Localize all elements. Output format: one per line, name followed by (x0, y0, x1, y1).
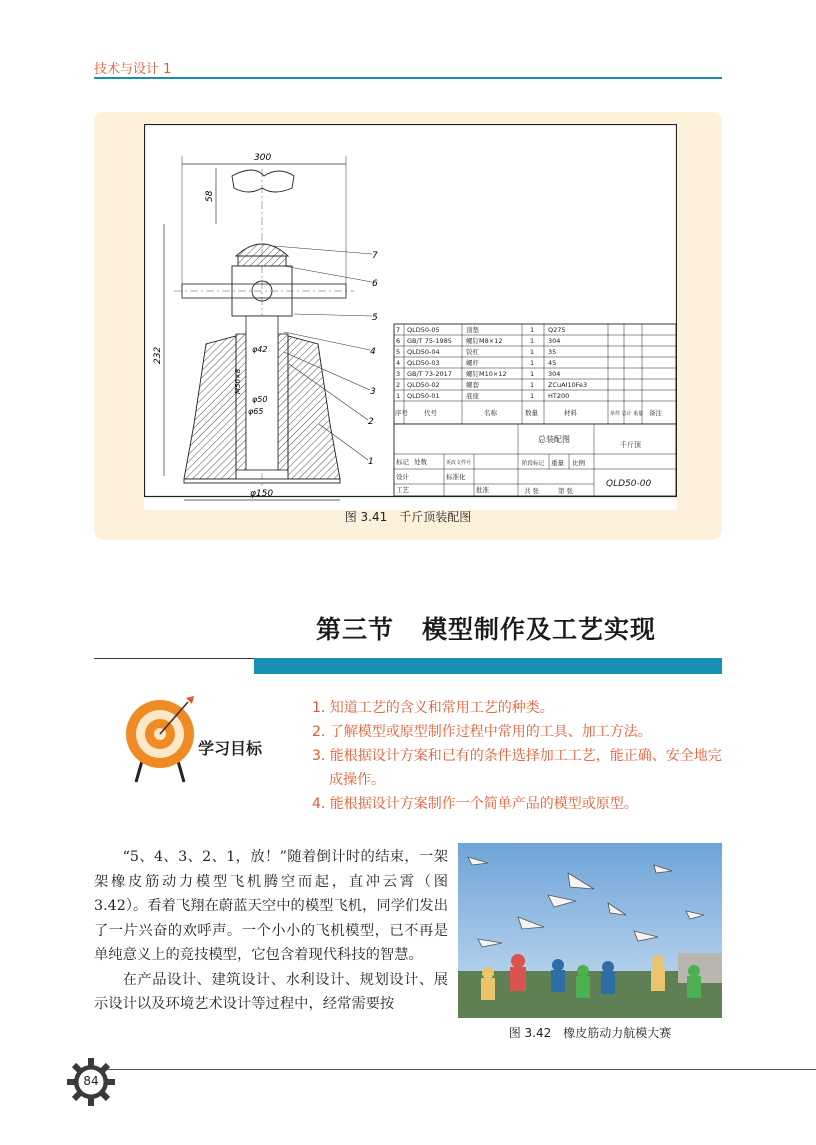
svg-text:重量: 重量 (551, 459, 564, 467)
svg-text:设计: 设计 (396, 473, 409, 481)
figure-number: 图 3.41 (344, 510, 388, 524)
svg-text:顶垫: 顶垫 (466, 326, 479, 334)
dim-232: 232 (153, 346, 163, 364)
svg-text:阶段标记: 阶段标记 (522, 461, 545, 467)
drawing-svg (144, 124, 677, 510)
svg-text:名称: 名称 (484, 409, 497, 417)
svg-text:单件 总计 重量: 单件 总计 重量 (610, 411, 644, 417)
dim-42: φ42 (252, 345, 268, 354)
svg-text:底座: 底座 (466, 392, 479, 400)
svg-text:4: 4 (396, 359, 401, 367)
svg-text:GB/T 75-1985: GB/T 75-1985 (407, 337, 452, 345)
drawing-number: QLD50-00 (606, 479, 652, 489)
svg-text:标准化: 标准化 (446, 473, 466, 481)
callout-7: 7 (372, 251, 378, 261)
photo-svg (458, 843, 722, 1018)
svg-text:标记: 标记 (396, 458, 409, 466)
product-name: 千斤顶 (620, 441, 641, 449)
paragraph: 在产品设计、建筑设计、水利设计、规划设计、展示设计以及环境艺术设计等过程中，经常需要按 (94, 971, 448, 1012)
svg-text:5: 5 (396, 348, 401, 356)
drawing-name: 总装配图 (538, 435, 570, 444)
svg-text:ZCuAl10Fe3: ZCuAl10Fe3 (548, 381, 588, 389)
objectives-label: 学习目标 (198, 739, 263, 758)
svg-text:1: 1 (530, 348, 535, 356)
section-bar (254, 658, 722, 674)
section-number: 第三节 (316, 615, 395, 644)
svg-text:共 张: 共 张 (524, 487, 540, 495)
svg-text:螺杆: 螺杆 (466, 359, 479, 367)
svg-text:304: 304 (548, 370, 561, 378)
footer-rule (100, 1069, 816, 1070)
svg-text:HT200: HT200 (548, 392, 570, 400)
svg-text:7: 7 (396, 326, 401, 334)
svg-text:1: 1 (530, 370, 535, 378)
svg-text:序号: 序号 (395, 409, 408, 417)
objectives-list (312, 696, 732, 816)
page-number: 84 (83, 1074, 99, 1088)
svg-text:QLD50-05: QLD50-05 (407, 326, 440, 334)
svg-text:螺钉M10×12: 螺钉M10×12 (466, 370, 507, 378)
callout-2: 2 (368, 417, 374, 427)
svg-text:螺钉M8×12: 螺钉M8×12 (466, 337, 503, 345)
figure-341-caption (94, 508, 722, 525)
svg-text:铰杠: 铰杠 (466, 348, 479, 356)
svg-text:QLD50-04: QLD50-04 (407, 348, 440, 356)
callout-6: 6 (372, 279, 378, 289)
svg-text:更改文件号: 更改文件号 (446, 460, 472, 466)
dim-58: 58 (205, 190, 215, 202)
dim-300: 300 (254, 153, 272, 163)
section-title (316, 610, 656, 646)
svg-text:1: 1 (530, 392, 535, 400)
dim-150: φ150 (250, 489, 274, 499)
svg-text:QLD50-03: QLD50-03 (407, 359, 440, 367)
body-text (94, 845, 448, 1017)
svg-text:Q275: Q275 (548, 326, 566, 334)
section-heading: 模型制作及工艺实现 (422, 615, 657, 644)
callout-1: 1 (368, 457, 374, 467)
svg-text:6: 6 (396, 337, 401, 345)
running-head: 技术与设计 1 (94, 62, 172, 77)
svg-text:第 张: 第 张 (558, 487, 574, 495)
svg-text:35: 35 (548, 348, 557, 356)
objective-item: 2. 了解模型或原型制作过程中常用的工具、加工方法。 (312, 724, 652, 740)
svg-text:1: 1 (530, 381, 535, 389)
svg-text:45: 45 (548, 359, 557, 367)
objective-item: 3. 能根据设计方案和已有的条件选择加工工艺，能正确、安全地完成操作。 (312, 748, 722, 788)
figure-title: 千斤顶装配图 (399, 510, 472, 524)
svg-text:数量: 数量 (525, 409, 538, 417)
assembly-drawing (144, 124, 677, 510)
svg-text:备注: 备注 (649, 409, 662, 417)
objective-item: 1. 知道工艺的含义和常用工艺的种类。 (312, 700, 554, 716)
aeromodel-photo (458, 843, 722, 1018)
svg-text:材料: 材料 (564, 409, 577, 417)
dim-65: φ65 (248, 407, 264, 416)
figure-panel (94, 112, 722, 540)
svg-text:比例: 比例 (572, 459, 585, 467)
svg-text:QLD50-02: QLD50-02 (407, 381, 440, 389)
paragraph: “5、4、3、2、1，放！”随着倒计时的结束，一架架橡皮筋动力模型飞机腾空而起，直冲云霄（图 3.42）。看着飞翔在蔚蓝天空中的模型飞机，同学们发出了一片兴奋的欢呼声。一个小小的飞机模型，已不再是单纯意义上的竞技模型，它包含着现代科技的智慧。 (94, 849, 448, 963)
svg-text:1: 1 (530, 359, 535, 367)
svg-text:代号: 代号 (424, 409, 437, 417)
svg-text:处数: 处数 (414, 458, 427, 466)
callout-3: 3 (370, 387, 376, 397)
parts-list (394, 324, 676, 424)
svg-text:1: 1 (530, 326, 535, 334)
title-block (394, 424, 676, 496)
svg-text:工艺: 工艺 (396, 486, 409, 494)
svg-text:GB/T 73-2017: GB/T 73-2017 (407, 370, 452, 378)
svg-text:1: 1 (530, 337, 535, 345)
svg-text:QLD50-01: QLD50-01 (407, 392, 440, 400)
svg-text:1: 1 (396, 392, 401, 400)
figure-number: 图 3.42 (508, 1026, 552, 1040)
target-icon (120, 692, 200, 784)
header-rule (94, 77, 722, 79)
callout-5: 5 (372, 313, 378, 323)
svg-text:304: 304 (548, 337, 561, 345)
svg-text:2: 2 (396, 381, 401, 389)
figure-342-caption (458, 1024, 722, 1041)
svg-text:批准: 批准 (476, 486, 489, 494)
callout-4: 4 (370, 347, 376, 357)
svg-text:螺套: 螺套 (466, 381, 479, 389)
svg-text:3: 3 (396, 370, 401, 378)
dim-thread: M50×8 (234, 368, 242, 394)
objective-item: 4. 能根据设计方案制作一个简单产品的模型或原型。 (312, 796, 638, 812)
figure-title: 橡皮筋动力航模大赛 (563, 1026, 672, 1040)
dim-50: φ50 (252, 395, 268, 404)
